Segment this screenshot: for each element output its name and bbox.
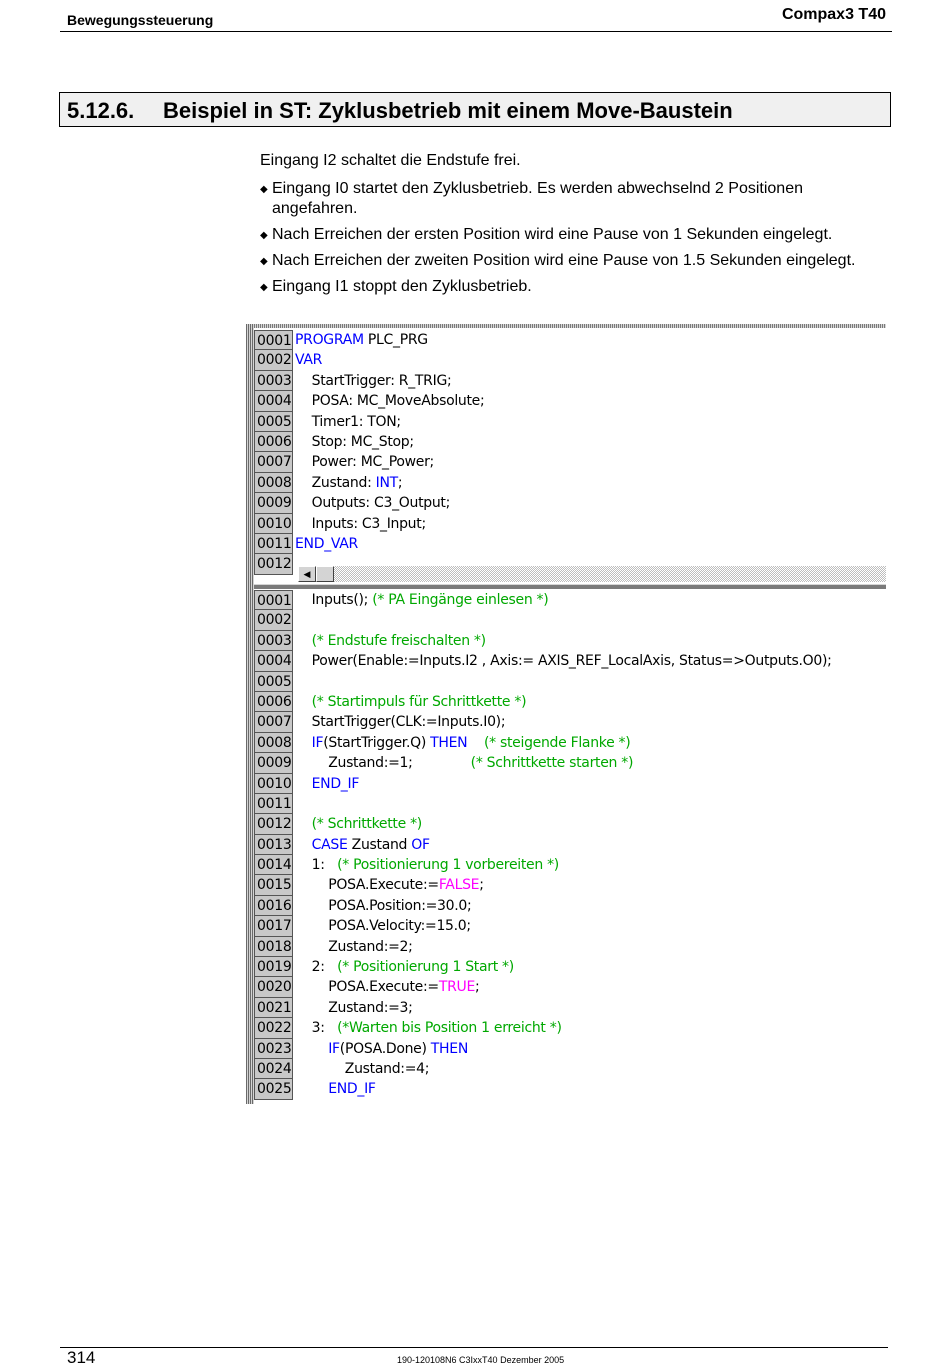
- code-token: Zustand:=4;: [295, 1060, 430, 1077]
- code-token: ;: [479, 877, 484, 894]
- code-text: [293, 977, 479, 997]
- line-number: 0023: [254, 1039, 293, 1059]
- line-number: 0018: [254, 937, 293, 957]
- line-number: 0016: [254, 896, 293, 916]
- code-text: [293, 672, 295, 692]
- comment-token: (* Schrittkette *): [311, 816, 422, 833]
- code-text: [293, 916, 471, 936]
- bullet-text: Eingang I1 stoppt den Zyklusbetrieb.: [272, 278, 532, 295]
- editor-left-edge: [246, 324, 254, 1104]
- code-line: [254, 794, 886, 814]
- code-token: [295, 735, 312, 751]
- code-token: [295, 837, 312, 853]
- code-line: [254, 432, 886, 452]
- header-rule: [60, 31, 892, 32]
- splitter-bar[interactable]: [254, 584, 886, 589]
- bullet-list: [260, 179, 880, 303]
- line-number: 0003: [254, 371, 293, 391]
- code-text: [293, 1039, 468, 1059]
- intro-text: Eingang I2 schaltet die Endstufe frei.: [260, 152, 521, 169]
- code-token: PLC_PRG: [363, 332, 428, 348]
- literal-token: FALSE: [438, 877, 480, 894]
- comment-token: (* Endstufe freischalten *): [311, 632, 486, 649]
- line-number: 0005: [254, 412, 293, 432]
- code-line: [254, 651, 886, 671]
- code-token: [295, 816, 312, 832]
- code-line: [254, 350, 886, 370]
- line-number: 0022: [254, 1018, 293, 1038]
- code-token: POSA: MC_MoveAbsolute;: [295, 393, 485, 410]
- diamond-bullet-icon: ◆: [260, 230, 268, 241]
- code-token: [295, 633, 312, 649]
- code-line: [254, 1059, 886, 1079]
- code-line: [254, 1039, 886, 1059]
- code-text: [293, 998, 413, 1018]
- code-token: [295, 776, 312, 792]
- code-line: [254, 835, 886, 855]
- code-token: [295, 1081, 328, 1097]
- literal-token: TRUE: [438, 979, 476, 996]
- scroll-thumb[interactable]: [316, 566, 334, 582]
- comment-token: (* steigende Flanke *): [483, 734, 631, 751]
- page-number: 314: [67, 1348, 96, 1367]
- document-id: 190-120108N6 C3IxxT40 Dezember 2005: [397, 1355, 565, 1365]
- code-line: [254, 1079, 886, 1099]
- code-line: [254, 330, 886, 350]
- code-line: [254, 473, 886, 493]
- keyword-token: OF: [411, 836, 430, 853]
- keyword-token: END_IF: [328, 1081, 376, 1098]
- line-number: 0007: [254, 452, 293, 472]
- code-text: [293, 493, 450, 513]
- line-number: 0006: [254, 692, 293, 712]
- code-text: [293, 1079, 376, 1099]
- code-token: Zustand:=1;: [295, 755, 471, 772]
- code-text: [293, 631, 486, 651]
- section-title: Beispiel in ST: Zyklusbetrieb mit einem Move-Baustein: [163, 98, 733, 123]
- line-number: 0020: [254, 977, 293, 997]
- keyword-token: PROGRAM: [295, 332, 364, 348]
- line-number: 0017: [254, 916, 293, 936]
- code-token: 1:: [295, 857, 338, 874]
- code-text: [293, 330, 428, 350]
- code-line: [254, 896, 886, 916]
- comment-token: (* Positionierung 1 Start *): [337, 959, 514, 976]
- bullet-text: Nach Erreichen der zweiten Position wird eine Pause von 1.5 Sekunden eingelegt.: [272, 252, 856, 269]
- code-text: [293, 957, 514, 977]
- code-token: 2:: [295, 959, 338, 976]
- code-line: [254, 855, 886, 875]
- code-text: [293, 534, 358, 554]
- pane-splitter[interactable]: [254, 564, 886, 590]
- line-number: 0011: [254, 534, 293, 554]
- code-text: [293, 452, 434, 472]
- code-line: [254, 1018, 886, 1038]
- code-token: Zustand:=2;: [295, 938, 413, 955]
- code-text: [293, 1059, 429, 1079]
- code-text: [293, 896, 471, 916]
- diamond-bullet-icon: ◆: [260, 184, 268, 195]
- comment-token: (*Warten bis Position 1 erreicht *): [337, 1020, 562, 1037]
- code-text: [293, 610, 295, 630]
- line-number: 0004: [254, 651, 293, 671]
- line-number: 0012: [254, 554, 293, 574]
- line-number: 0003: [254, 631, 293, 651]
- code-text: [293, 814, 422, 834]
- code-token: Zustand:: [295, 474, 376, 491]
- keyword-token: END_IF: [311, 775, 360, 792]
- declaration-pane: [254, 330, 886, 573]
- code-line: [254, 391, 886, 411]
- code-text: [293, 835, 430, 855]
- code-editor-screenshot: [246, 324, 886, 1104]
- code-text: [293, 473, 402, 493]
- line-number: 0009: [254, 753, 293, 773]
- scroll-left-icon[interactable]: ◀: [298, 566, 316, 582]
- code-token: Outputs: C3_Output;: [295, 495, 451, 512]
- code-token: Inputs: C3_Input;: [295, 515, 426, 532]
- code-text: [293, 590, 548, 610]
- line-number: 0001: [254, 590, 293, 610]
- code-line: [254, 672, 886, 692]
- code-text: [293, 371, 451, 391]
- line-number: 0024: [254, 1059, 293, 1079]
- code-line: [254, 875, 886, 895]
- code-token: ;: [397, 474, 403, 491]
- code-line: [254, 977, 886, 997]
- line-number: 0021: [254, 998, 293, 1018]
- code-token: 3:: [295, 1020, 338, 1037]
- code-text: [293, 432, 414, 452]
- running-header-left: Bewegungssteuerung: [67, 12, 214, 28]
- code-line: [254, 753, 886, 773]
- line-number: 0010: [254, 514, 293, 534]
- keyword-token: CASE: [311, 836, 348, 853]
- code-line: [254, 610, 886, 630]
- diamond-bullet-icon: ◆: [260, 256, 268, 267]
- code-token: POSA.Position:=30.0;: [295, 897, 472, 914]
- diamond-bullet-icon: ◆: [260, 282, 268, 293]
- code-line: [254, 534, 886, 554]
- code-line: [254, 712, 886, 732]
- bullet-item: [260, 277, 880, 297]
- code-token: [467, 735, 484, 751]
- comment-token: (* Schrittkette starten *): [470, 755, 634, 772]
- code-pane: [254, 590, 886, 1104]
- code-text: [293, 712, 505, 732]
- code-line: [254, 733, 886, 753]
- code-line: [254, 514, 886, 534]
- line-number: 0014: [254, 855, 293, 875]
- section-number: 5.12.6.: [67, 98, 135, 123]
- code-token: Zustand: [347, 836, 412, 853]
- code-line: [254, 937, 886, 957]
- line-number: 0011: [254, 794, 293, 814]
- line-number: 0025: [254, 1079, 293, 1099]
- comment-token: (* Startimpuls für Schrittkette *): [311, 693, 527, 710]
- line-number: 0015: [254, 875, 293, 895]
- code-token: Zustand:=3;: [295, 999, 413, 1016]
- running-header-right: Compax3 T40: [781, 6, 886, 23]
- bullet-text: Nach Erreichen der ersten Position wird eine Pause von 1 Sekunden eingelegt.: [272, 226, 833, 243]
- code-line: [254, 998, 886, 1018]
- code-text: [293, 651, 832, 671]
- line-number: 0005: [254, 672, 293, 692]
- keyword-token: END_VAR: [295, 535, 358, 552]
- line-number: 0002: [254, 610, 293, 630]
- code-text: [293, 1018, 562, 1038]
- code-token: POSA.Execute:=: [295, 979, 439, 996]
- code-text: [293, 514, 426, 534]
- code-text: [293, 794, 295, 814]
- line-number: 0010: [254, 774, 293, 794]
- code-token: [295, 1041, 328, 1057]
- code-token: [295, 694, 312, 710]
- code-text: [293, 692, 526, 712]
- code-token: Inputs();: [295, 592, 373, 608]
- code-text: [293, 855, 559, 875]
- comment-token: (* PA Eingänge einlesen *): [372, 592, 549, 608]
- code-line: [254, 814, 886, 834]
- footer-rule: [60, 1347, 888, 1348]
- line-number: 0004: [254, 391, 293, 411]
- editor-top-edge: [246, 324, 886, 328]
- code-line: [254, 957, 886, 977]
- code-text: [293, 412, 401, 432]
- code-token: POSA.Execute:=: [295, 877, 439, 894]
- code-token: StartTrigger(CLK:=Inputs.I0);: [295, 714, 506, 731]
- line-number: 0019: [254, 957, 293, 977]
- line-number: 0013: [254, 835, 293, 855]
- keyword-token: INT: [375, 474, 398, 491]
- horizontal-scrollbar[interactable]: [298, 566, 886, 582]
- comment-token: (* Positionierung 1 vorbereiten *): [337, 857, 559, 874]
- line-number: 0002: [254, 350, 293, 370]
- code-line: [254, 590, 886, 610]
- code-line: [254, 631, 886, 651]
- bullet-item: [260, 251, 880, 271]
- keyword-token: THEN: [430, 734, 468, 751]
- code-line: [254, 371, 886, 391]
- code-text: [293, 875, 484, 895]
- code-text: [293, 753, 633, 773]
- code-text: [293, 391, 484, 411]
- code-token: Stop: MC_Stop;: [295, 433, 414, 450]
- line-number: 0009: [254, 493, 293, 513]
- code-token: Timer1: TON;: [295, 413, 401, 430]
- bullet-item: [260, 225, 880, 245]
- code-token: POSA.Velocity:=15.0;: [295, 918, 471, 935]
- code-line: [254, 692, 886, 712]
- code-token: StartTrigger: R_TRIG;: [295, 372, 452, 389]
- code-line: [254, 493, 886, 513]
- bullet-item: [260, 179, 880, 219]
- line-number: 0012: [254, 814, 293, 834]
- code-token: ;: [475, 979, 480, 996]
- section-heading: [59, 92, 891, 127]
- code-token: (POSA.Done): [339, 1040, 431, 1057]
- keyword-token: IF: [328, 1040, 340, 1057]
- code-text: [293, 350, 322, 370]
- code-text: [293, 937, 413, 957]
- code-line: [254, 916, 886, 936]
- code-token: Power(Enable:=Inputs.I2 , Axis:= AXIS_REF_LocalAxis, Status=>Outputs.O0);: [295, 653, 832, 670]
- line-number: 0006: [254, 432, 293, 452]
- code-line: [254, 452, 886, 472]
- code-line: [254, 412, 886, 432]
- line-number: 0007: [254, 712, 293, 732]
- line-number: 0008: [254, 473, 293, 493]
- code-text: [293, 774, 359, 794]
- code-token: Power: MC_Power;: [295, 454, 434, 471]
- keyword-token: THEN: [430, 1040, 468, 1057]
- bullet-text: Eingang I0 startet den Zyklusbetrieb. Es werden abwechselnd 2 Positionen angefahren.: [272, 180, 803, 217]
- code-line: [254, 774, 886, 794]
- line-number: 0001: [254, 330, 293, 350]
- keyword-token: IF: [311, 734, 324, 751]
- keyword-token: VAR: [295, 352, 323, 369]
- code-token: (StartTrigger.Q): [323, 734, 431, 751]
- line-number: 0008: [254, 733, 293, 753]
- code-text: [293, 733, 630, 753]
